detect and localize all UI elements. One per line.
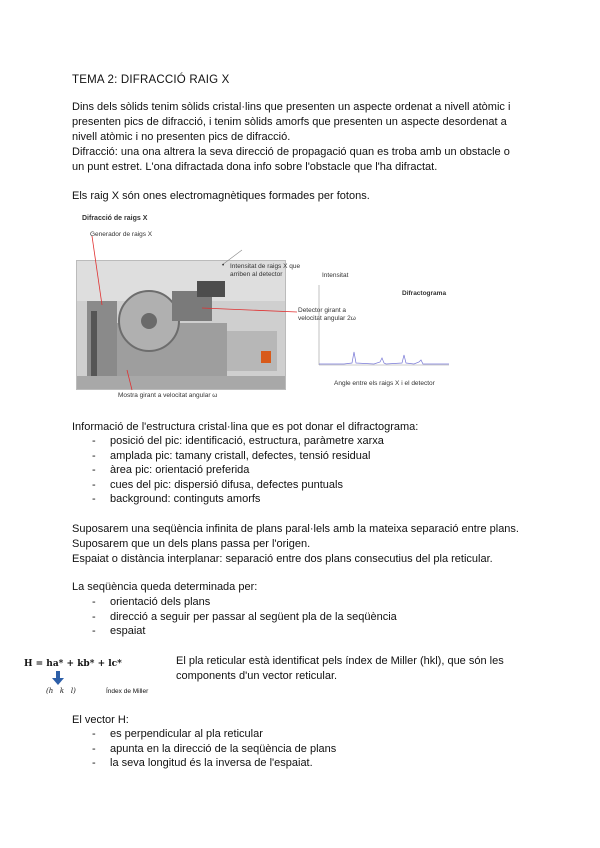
hkl-indices: (h k l) (46, 687, 76, 695)
list-item: - àrea pic: orientació preferida (92, 464, 250, 477)
intro-line: presenten pics de difracció, i tenim sòlids amorfs que presenten un aspecte desordenat a (72, 116, 507, 128)
chart-title: Difractograma (402, 290, 447, 297)
chart-ylabel: Intensitat (322, 272, 349, 279)
miller-text: components d'un vector reticular. (176, 670, 338, 682)
sample-label: Mostra girant a velocitat angular ω (118, 392, 218, 399)
generator-label: Generador de raigs X (90, 231, 153, 238)
list-item: - apunta en la direcció de la seqüència de plans (92, 742, 337, 755)
arrow-down-icon (52, 671, 64, 685)
intensity-note-1: Intensitat de raigs X que (230, 263, 301, 270)
list-item: - es perpendicular al pla reticular (92, 728, 263, 740)
miller-text: El pla reticular està identificat pels índex de Miller (hkl), que són les (176, 655, 504, 667)
vector-heading: El vector H: (72, 714, 129, 726)
intro-line: Dins dels sòlids tenim sòlids cristal·lins que presenten un aspecte ordenat a nivell atòmic i (72, 101, 511, 113)
xray-diffraction-figure (72, 210, 462, 405)
page-title: TEMA 2: DIFRACCIÓ RAIG X (72, 74, 230, 86)
info-list (92, 434, 384, 507)
intro-line: Difracció: una ona altrera la seva direcció de propagació quan es troba amb un obstacle o (72, 146, 510, 158)
intro-line: nivell atòmic i no presenten pics de difracció. (72, 131, 291, 143)
miller-formula (22, 657, 162, 701)
list-item: - espaiat (92, 625, 146, 638)
sequence-heading: La seqüència queda determinada per: (72, 581, 258, 593)
list-item: - amplada pic: tamany cristall, defectes, tensió residual (92, 449, 371, 462)
list-item: - posició del pic: identificació, estructura, paràmetre xarxa (92, 435, 384, 447)
vector-list (92, 727, 336, 771)
vector-formula: H = ha* + kb* + lc* (24, 659, 122, 669)
sequence-list (92, 595, 397, 639)
list-item: - la seva longitud és la inversa de l'espaiat. (92, 757, 313, 770)
list-item: - orientació dels plans (92, 596, 211, 608)
figure-title: Difracció de raigs X (82, 215, 148, 222)
miller-index-label: Índex de Miller (106, 688, 149, 695)
list-item: - direcció a seguir per passar al següent pla de la seqüència (92, 610, 397, 623)
intro-line: un punt estret. L'ona difractada dona info sobre l'obstacle que l'ha difractat. (72, 161, 438, 173)
chart-xlabel: Angle entre els raigs X i el detector (334, 380, 435, 387)
intensity-note-2: arriben al detector (230, 271, 283, 278)
list-item: - cues del pic: dispersió difusa, defectes puntuals (92, 478, 343, 491)
planes-line: Espaiat o distància interplanar: separació entre dos plans consecutius del pla reticular. (72, 553, 493, 565)
detector-label: Detector girant a velocitat angular 2ω (298, 307, 356, 322)
bullet-icon: • (222, 262, 225, 269)
list-item: - background: continguts amorfs (92, 493, 261, 506)
xray-definition: Els raig X són ones electromagnètiques formades per fotons. (72, 190, 370, 202)
info-heading: Informació de l'estructura cristal·lina que es pot donar el difractograma: (72, 421, 419, 433)
planes-line: Suposarem que un dels plans passa per l'origen. (72, 538, 311, 550)
planes-line: Suposarem una seqüència infinita de plans paral·lels amb la mateixa separació entre plans. (72, 523, 519, 535)
